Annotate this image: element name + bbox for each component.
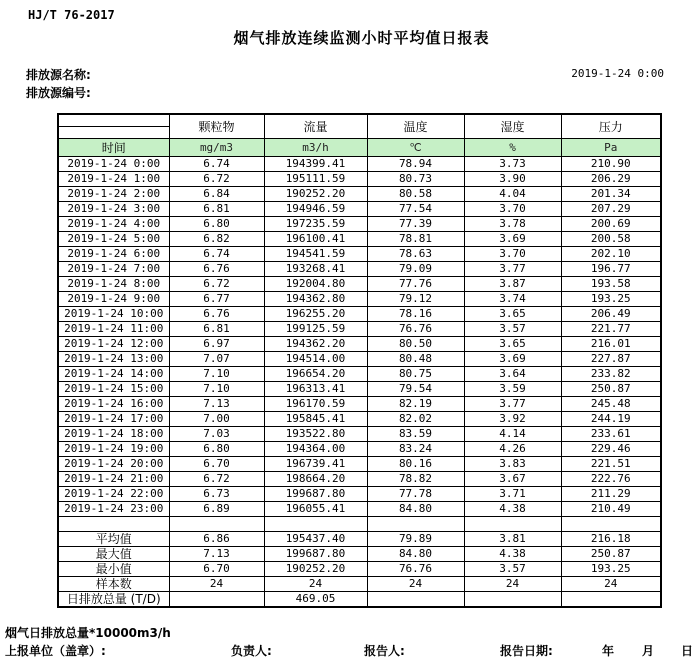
- title-row: [0, 27, 695, 48]
- time-cell: 2019-1-24 8:00: [58, 277, 169, 292]
- value-cell: 194364.00: [264, 442, 367, 457]
- time-cell: 2019-1-24 4:00: [58, 217, 169, 232]
- value-cell: 201.34: [561, 187, 661, 202]
- value-cell: 3.77: [464, 262, 561, 277]
- daily-total-value-cell: [367, 592, 464, 608]
- column-header: 温度: [367, 114, 464, 139]
- value-cell: 7.10: [169, 367, 264, 382]
- time-cell: 2019-1-24 12:00: [58, 337, 169, 352]
- daily-total-value-cell: [561, 592, 661, 608]
- table-row: [58, 292, 661, 307]
- value-cell: 78.82: [367, 472, 464, 487]
- value-cell: 3.71: [464, 487, 561, 502]
- summary-value-cell: 24: [561, 577, 661, 592]
- value-cell: 7.00: [169, 412, 264, 427]
- value-cell: 233.61: [561, 427, 661, 442]
- value-cell: 216.01: [561, 337, 661, 352]
- summary-value-cell: 76.76: [367, 562, 464, 577]
- time-cell: 2019-1-24 0:00: [58, 157, 169, 172]
- time-cell: 2019-1-24 2:00: [58, 187, 169, 202]
- value-cell: 193522.80: [264, 427, 367, 442]
- value-cell: 4.14: [464, 427, 561, 442]
- time-cell: 2019-1-24 19:00: [58, 442, 169, 457]
- report-unit-label: 上报单位（盖章）:: [5, 644, 106, 658]
- summary-value-cell: 79.89: [367, 532, 464, 547]
- value-cell: 4.38: [464, 502, 561, 517]
- column-header: 压力: [561, 114, 661, 139]
- summary-value-cell: 7.13: [169, 547, 264, 562]
- value-cell: 80.48: [367, 352, 464, 367]
- source-name-label: 排放源名称:: [26, 68, 91, 82]
- value-cell: 197235.59: [264, 217, 367, 232]
- value-cell: 202.10: [561, 247, 661, 262]
- summary-value-cell: 6.70: [169, 562, 264, 577]
- value-cell: 82.19: [367, 397, 464, 412]
- unit-cell: %: [464, 139, 561, 157]
- time-cell: 2019-1-24 7:00: [58, 262, 169, 277]
- value-cell: 3.59: [464, 382, 561, 397]
- value-cell: 78.16: [367, 307, 464, 322]
- value-cell: 196313.41: [264, 382, 367, 397]
- column-header: 颗粒物: [169, 114, 264, 139]
- value-cell: 6.76: [169, 262, 264, 277]
- blank-cell: [367, 517, 464, 532]
- time-cell: 2019-1-24 6:00: [58, 247, 169, 262]
- summary-row: [58, 562, 661, 577]
- value-cell: 210.90: [561, 157, 661, 172]
- blank-cell: [561, 517, 661, 532]
- unit-cell: m3/h: [264, 139, 367, 157]
- summary-value-cell: 24: [464, 577, 561, 592]
- value-cell: 3.77: [464, 397, 561, 412]
- report-table-body: [58, 157, 661, 608]
- report-date-label: 报告日期:: [500, 644, 553, 658]
- value-cell: 194399.41: [264, 157, 367, 172]
- value-cell: 199125.59: [264, 322, 367, 337]
- blank-cell: [169, 517, 264, 532]
- value-cell: 6.81: [169, 322, 264, 337]
- table-row: [58, 397, 661, 412]
- doc-code: HJ/T 76-2017: [28, 8, 115, 22]
- value-cell: 3.92: [464, 412, 561, 427]
- unit-cell: mg/m3: [169, 139, 264, 157]
- corner-cell: [58, 114, 169, 139]
- unit-cell: Pa: [561, 139, 661, 157]
- value-cell: 233.82: [561, 367, 661, 382]
- table-row: [58, 262, 661, 277]
- daily-total-value-cell: [169, 592, 264, 608]
- time-cell: 2019-1-24 16:00: [58, 397, 169, 412]
- time-cell: 2019-1-24 23:00: [58, 502, 169, 517]
- summary-value-cell: 24: [169, 577, 264, 592]
- table-row: [58, 427, 661, 442]
- time-cell: 2019-1-24 14:00: [58, 367, 169, 382]
- value-cell: 250.87: [561, 382, 661, 397]
- value-cell: 6.70: [169, 457, 264, 472]
- table-row: [58, 202, 661, 217]
- summary-row: [58, 577, 661, 592]
- table-row: [58, 157, 661, 172]
- value-cell: 222.76: [561, 472, 661, 487]
- value-cell: 80.50: [367, 337, 464, 352]
- time-cell: 2019-1-24 11:00: [58, 322, 169, 337]
- summary-value-cell: 3.57: [464, 562, 561, 577]
- table-row: [58, 382, 661, 397]
- column-header: 湿度: [464, 114, 561, 139]
- table-row: [58, 412, 661, 427]
- column-header: 流量: [264, 114, 367, 139]
- value-cell: 199687.80: [264, 487, 367, 502]
- value-cell: 3.87: [464, 277, 561, 292]
- report-datetime: 2019-1-24 0:00: [571, 67, 664, 80]
- value-cell: 7.13: [169, 397, 264, 412]
- value-cell: 244.19: [561, 412, 661, 427]
- time-cell: 2019-1-24 10:00: [58, 307, 169, 322]
- value-cell: 6.72: [169, 277, 264, 292]
- value-cell: 229.46: [561, 442, 661, 457]
- value-cell: 7.10: [169, 382, 264, 397]
- blank-cell: [464, 517, 561, 532]
- value-cell: 83.24: [367, 442, 464, 457]
- value-cell: 196.77: [561, 262, 661, 277]
- summary-label-cell: 样本数: [58, 577, 169, 592]
- value-cell: 196739.41: [264, 457, 367, 472]
- value-cell: 200.69: [561, 217, 661, 232]
- reporter-label: 报告人:: [364, 644, 405, 658]
- time-header-cell: 时间: [58, 139, 169, 157]
- time-cell: 2019-1-24 1:00: [58, 172, 169, 187]
- value-cell: 6.74: [169, 157, 264, 172]
- value-cell: 3.78: [464, 217, 561, 232]
- value-cell: 3.70: [464, 202, 561, 217]
- value-cell: 6.80: [169, 442, 264, 457]
- time-cell: 2019-1-24 13:00: [58, 352, 169, 367]
- value-cell: 192004.80: [264, 277, 367, 292]
- blank-row: [58, 517, 661, 532]
- value-cell: 6.72: [169, 472, 264, 487]
- blank-cell: [58, 517, 169, 532]
- table-row: [58, 367, 661, 382]
- table-row: [58, 457, 661, 472]
- value-cell: 83.59: [367, 427, 464, 442]
- time-cell: 2019-1-24 17:00: [58, 412, 169, 427]
- value-cell: 194362.20: [264, 337, 367, 352]
- value-cell: 77.54: [367, 202, 464, 217]
- value-cell: 79.12: [367, 292, 464, 307]
- value-cell: 211.29: [561, 487, 661, 502]
- table-row: [58, 442, 661, 457]
- time-cell: 2019-1-24 21:00: [58, 472, 169, 487]
- value-cell: 193.58: [561, 277, 661, 292]
- value-cell: 196170.59: [264, 397, 367, 412]
- value-cell: 6.72: [169, 172, 264, 187]
- time-cell: 2019-1-24 15:00: [58, 382, 169, 397]
- value-cell: 221.77: [561, 322, 661, 337]
- value-cell: 76.76: [367, 322, 464, 337]
- table-row: [58, 337, 661, 352]
- value-cell: 200.58: [561, 232, 661, 247]
- value-cell: 79.09: [367, 262, 464, 277]
- responsible-label: 负责人:: [231, 644, 272, 658]
- value-cell: 79.54: [367, 382, 464, 397]
- value-cell: 77.39: [367, 217, 464, 232]
- value-cell: 3.70: [464, 247, 561, 262]
- summary-label-cell: 最小值: [58, 562, 169, 577]
- value-cell: 206.49: [561, 307, 661, 322]
- value-cell: 6.84: [169, 187, 264, 202]
- time-cell: 2019-1-24 5:00: [58, 232, 169, 247]
- value-cell: 221.51: [561, 457, 661, 472]
- value-cell: 6.74: [169, 247, 264, 262]
- summary-value-cell: 193.25: [561, 562, 661, 577]
- table-row: [58, 472, 661, 487]
- value-cell: 196055.41: [264, 502, 367, 517]
- value-cell: 6.82: [169, 232, 264, 247]
- report-table: [57, 113, 662, 608]
- value-cell: 194541.59: [264, 247, 367, 262]
- value-cell: 6.89: [169, 502, 264, 517]
- time-cell: 2019-1-24 22:00: [58, 487, 169, 502]
- value-cell: 196654.20: [264, 367, 367, 382]
- value-cell: 3.69: [464, 352, 561, 367]
- value-cell: 78.63: [367, 247, 464, 262]
- table-row: [58, 187, 661, 202]
- summary-label-cell: 平均值: [58, 532, 169, 547]
- value-cell: 78.94: [367, 157, 464, 172]
- value-cell: 84.80: [367, 502, 464, 517]
- summary-value-cell: 84.80: [367, 547, 464, 562]
- summary-value-cell: 216.18: [561, 532, 661, 547]
- summary-value-cell: 195437.40: [264, 532, 367, 547]
- table-row: [58, 172, 661, 187]
- value-cell: 3.65: [464, 337, 561, 352]
- value-cell: 7.07: [169, 352, 264, 367]
- value-cell: 3.83: [464, 457, 561, 472]
- value-cell: 227.87: [561, 352, 661, 367]
- value-cell: 80.75: [367, 367, 464, 382]
- value-cell: 6.77: [169, 292, 264, 307]
- table-row: [58, 217, 661, 232]
- table-row: [58, 487, 661, 502]
- value-cell: 80.58: [367, 187, 464, 202]
- value-cell: 3.90: [464, 172, 561, 187]
- value-cell: 190252.20: [264, 187, 367, 202]
- table-row: [58, 322, 661, 337]
- value-cell: 194514.00: [264, 352, 367, 367]
- unit-cell: ℃: [367, 139, 464, 157]
- value-cell: 78.81: [367, 232, 464, 247]
- value-cell: 6.80: [169, 217, 264, 232]
- value-cell: 77.76: [367, 277, 464, 292]
- daily-total-label-cell: 日排放总量 (T/D): [58, 592, 169, 608]
- value-cell: 193268.41: [264, 262, 367, 277]
- table-row: [58, 232, 661, 247]
- value-cell: 210.49: [561, 502, 661, 517]
- value-cell: 80.73: [367, 172, 464, 187]
- table-row: [58, 247, 661, 262]
- summary-value-cell: 190252.20: [264, 562, 367, 577]
- value-cell: 194946.59: [264, 202, 367, 217]
- time-cell: 2019-1-24 18:00: [58, 427, 169, 442]
- value-cell: 206.29: [561, 172, 661, 187]
- value-cell: 3.69: [464, 232, 561, 247]
- value-cell: 6.73: [169, 487, 264, 502]
- month-label: 月: [642, 644, 655, 658]
- value-cell: 195111.59: [264, 172, 367, 187]
- summary-row: [58, 532, 661, 547]
- table-row: [58, 307, 661, 322]
- blank-cell: [264, 517, 367, 532]
- value-cell: 82.02: [367, 412, 464, 427]
- summary-value-cell: 6.86: [169, 532, 264, 547]
- daily-total-value-cell: 469.05: [264, 592, 367, 608]
- year-label: 年: [602, 644, 615, 658]
- table-row: [58, 277, 661, 292]
- value-cell: 3.64: [464, 367, 561, 382]
- daily-total-row: [58, 592, 661, 608]
- value-cell: 4.26: [464, 442, 561, 457]
- value-cell: 7.03: [169, 427, 264, 442]
- value-cell: 3.65: [464, 307, 561, 322]
- corner-split-line: [59, 115, 169, 127]
- summary-label-cell: 最大值: [58, 547, 169, 562]
- summary-value-cell: 24: [264, 577, 367, 592]
- summary-value-cell: 199687.80: [264, 547, 367, 562]
- value-cell: 6.97: [169, 337, 264, 352]
- time-cell: 2019-1-24 9:00: [58, 292, 169, 307]
- value-cell: 193.25: [561, 292, 661, 307]
- value-cell: 198664.20: [264, 472, 367, 487]
- value-cell: 195845.41: [264, 412, 367, 427]
- summary-value-cell: 4.38: [464, 547, 561, 562]
- value-cell: 6.81: [169, 202, 264, 217]
- value-cell: 207.29: [561, 202, 661, 217]
- page-title: 烟气排放连续监测小时平均值日报表: [233, 29, 490, 47]
- time-cell: 2019-1-24 3:00: [58, 202, 169, 217]
- value-cell: 196255.20: [264, 307, 367, 322]
- daily-total-value-cell: [464, 592, 561, 608]
- value-cell: 3.67: [464, 472, 561, 487]
- table-row: [58, 352, 661, 367]
- summary-value-cell: 24: [367, 577, 464, 592]
- value-cell: 3.57: [464, 322, 561, 337]
- value-cell: 80.16: [367, 457, 464, 472]
- value-cell: 6.76: [169, 307, 264, 322]
- table-row: [58, 502, 661, 517]
- value-cell: 245.48: [561, 397, 661, 412]
- footer-note: 烟气日排放总量*10000m3/h: [5, 626, 171, 640]
- summary-value-cell: 3.81: [464, 532, 561, 547]
- source-id-label: 排放源编号:: [26, 86, 91, 100]
- time-cell: 2019-1-24 20:00: [58, 457, 169, 472]
- value-cell: 3.74: [464, 292, 561, 307]
- summary-value-cell: 250.87: [561, 547, 661, 562]
- value-cell: 3.73: [464, 157, 561, 172]
- value-cell: 194362.80: [264, 292, 367, 307]
- report-table-head: [58, 114, 661, 157]
- day-label: 日: [681, 644, 694, 658]
- value-cell: 77.78: [367, 487, 464, 502]
- value-cell: 4.04: [464, 187, 561, 202]
- summary-row: [58, 547, 661, 562]
- value-cell: 196100.41: [264, 232, 367, 247]
